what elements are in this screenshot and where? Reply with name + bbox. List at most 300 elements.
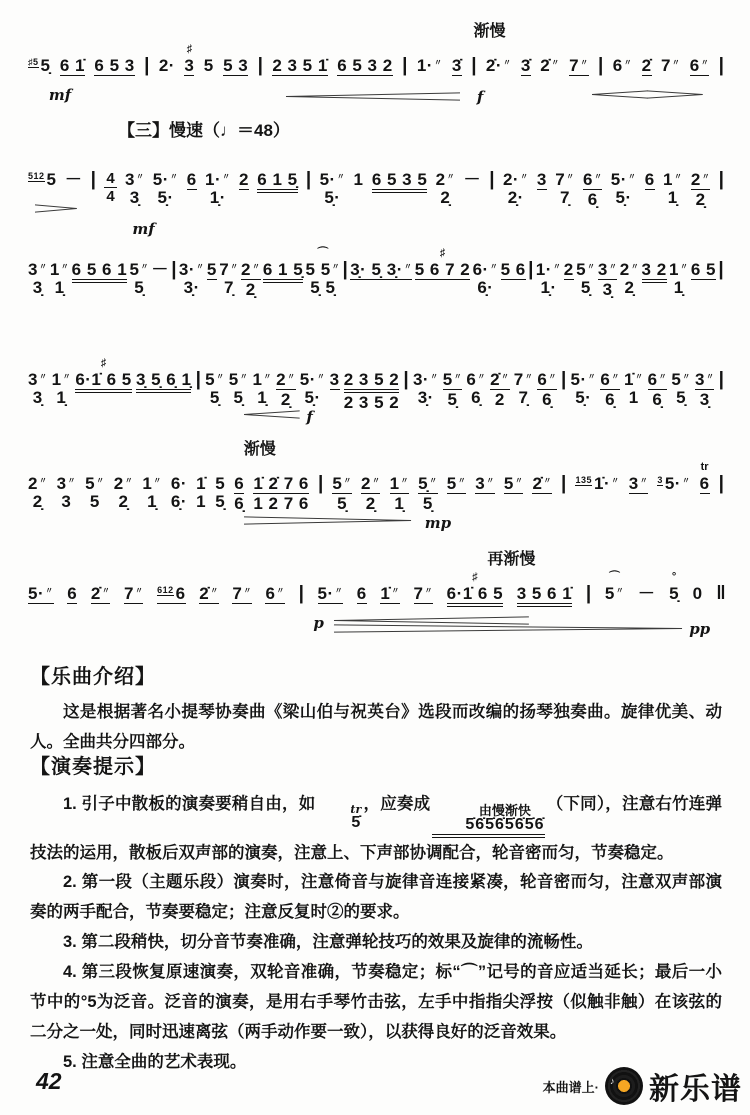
tremolo-mark: 〃 bbox=[287, 372, 296, 381]
intro-paragraph: 这是根据著名小提琴协奏曲《梁山伯与祝英台》选段而改编的扬琴独奏曲。旋律优美、动人。全曲共分四部分。 bbox=[30, 702, 722, 751]
note-upper: 1〃 bbox=[142, 474, 162, 493]
note-token bbox=[555, 158, 574, 207]
notation-row bbox=[28, 462, 724, 513]
note-upper: 5·〃 bbox=[610, 170, 637, 189]
note-upper: 2〃 bbox=[360, 474, 381, 493]
note-token bbox=[357, 572, 367, 604]
note-upper: 5〃 bbox=[604, 584, 625, 603]
note-upper: 6 5 3 5 bbox=[372, 171, 428, 193]
note-lower: 1̣ bbox=[673, 278, 684, 298]
note-annotation: ♯ bbox=[472, 571, 478, 583]
tremolo-mark: 〃 bbox=[457, 476, 467, 485]
note-upper: 5 3 bbox=[223, 56, 249, 75]
barline: | bbox=[585, 583, 592, 604]
note-upper: 5 bbox=[203, 56, 214, 75]
note-token bbox=[28, 44, 50, 74]
note-token bbox=[184, 44, 194, 76]
tremolo-mark: 〃 bbox=[674, 172, 683, 181]
note-upper: 1̇〃 bbox=[380, 584, 400, 603]
note-token bbox=[600, 358, 619, 409]
note-upper: 3̇ bbox=[451, 56, 462, 75]
note-upper: 5〃 bbox=[446, 474, 467, 493]
tempo-change-label: 渐慢 bbox=[243, 441, 276, 458]
tip-1-text-pre: 1. 引子中散板的演奏要稍自由，如 bbox=[63, 794, 316, 813]
note-token bbox=[504, 462, 523, 494]
note-upper: 5〃 bbox=[205, 370, 225, 389]
note-lower: 5̣ bbox=[134, 278, 145, 298]
brand-name: 新乐谱 bbox=[649, 1073, 742, 1106]
tip-4-text-post: 为泛音。泛音的演奏，是用右手琴竹击弦，左手中指指尖浮按（似触非触）在该弦的二分之一处，同时迅速离弦（两手动作要一致），以获得良好的泛音效果。 bbox=[30, 992, 723, 1041]
note-upper: 1̇ bbox=[196, 474, 207, 493]
tremolo-mark: 〃 bbox=[96, 476, 105, 485]
note-upper: 1〃 bbox=[252, 370, 272, 389]
tip-2: 2. 第一段（主题乐段）演奏时，注意倚音与旋律音连接紧凑，轮音密而匀，注意双声部演奏的两手配合，节奏要稳定；注意反复时②的要求。 bbox=[30, 872, 722, 921]
tremolo-mark: 〃 bbox=[701, 172, 711, 181]
note-lower: 1 2 7 6 bbox=[253, 494, 309, 514]
tremolo-mark: 〃 bbox=[503, 58, 512, 67]
score-system-2 bbox=[28, 158, 724, 238]
note-upper: 1 bbox=[353, 170, 364, 189]
dynamic-marking: f bbox=[306, 408, 313, 426]
note-upper: 1〃 bbox=[663, 170, 683, 189]
note-upper: 7〃 bbox=[413, 584, 433, 603]
note-lower: 1̣ bbox=[394, 494, 405, 514]
note-upper: 7〃 bbox=[123, 584, 144, 603]
note-upper: 3〃 bbox=[56, 474, 77, 493]
note-upper: 3〃 bbox=[628, 474, 649, 493]
note-lower: 7̣ bbox=[559, 188, 570, 208]
note-upper: 2· bbox=[158, 56, 175, 75]
note-upper: 2̇〃 bbox=[532, 474, 552, 493]
note-upper: 5·〃 bbox=[570, 370, 597, 389]
tip-3: 3. 第二段稍快，切分音节奏准确，注意弹轮技巧的效果及旋律的流畅性。 bbox=[63, 932, 593, 951]
note-lower: 1 bbox=[628, 388, 639, 408]
tremolo-mark: 〃 bbox=[514, 476, 524, 485]
note-upper: 5〃 bbox=[671, 370, 691, 389]
note-token bbox=[613, 44, 632, 74]
grace-notes: 3 bbox=[657, 475, 663, 485]
tremolo-mark: 〃 bbox=[587, 262, 596, 271]
note-upper: 5̣ bbox=[669, 584, 680, 603]
tip-4 bbox=[30, 957, 722, 1047]
note-upper: 2 3 5 2 bbox=[344, 371, 400, 393]
tremolo-mark: 〃 bbox=[38, 372, 48, 381]
tremolo-mark: 〃 bbox=[611, 476, 620, 485]
grace-notes: ♯5 bbox=[28, 57, 39, 67]
note-upper: 6〃 bbox=[612, 56, 633, 75]
note-token bbox=[207, 248, 217, 280]
note-upper: 6 1 5̣ bbox=[263, 261, 303, 283]
tremolo-mark: 〃 bbox=[623, 58, 633, 67]
note-token bbox=[241, 248, 260, 299]
note-upper: 6 5 6 1 bbox=[72, 261, 128, 283]
barline: | bbox=[298, 583, 304, 604]
note-token bbox=[125, 158, 144, 207]
note-upper: 3〃 bbox=[28, 260, 48, 279]
note-token bbox=[354, 158, 364, 188]
note-upper: 2 3 5 1̇ bbox=[272, 56, 328, 75]
note-upper: 6·1̇ 6 5 bbox=[75, 371, 131, 393]
note-lower: 5̣· bbox=[615, 188, 632, 208]
dynamic-marking: mf bbox=[48, 86, 72, 104]
tremolo-mark: 〃 bbox=[60, 262, 70, 271]
publisher-brand bbox=[543, 1064, 742, 1108]
note-upper: 6〃 bbox=[537, 370, 557, 389]
dynamic-marking: pp bbox=[689, 620, 711, 638]
note-upper: 5〃 bbox=[332, 474, 352, 493]
note-lower: 1 bbox=[196, 492, 207, 512]
note-token bbox=[337, 44, 393, 76]
note-lower: 3̣ bbox=[32, 278, 43, 298]
tremolo-mark: 〃 bbox=[169, 172, 179, 181]
note-token bbox=[232, 572, 251, 604]
tip-1-text-mid: ，应奏成 bbox=[363, 794, 431, 813]
note-upper: 3 2 bbox=[642, 261, 667, 283]
note-upper: 5̣〃 bbox=[418, 474, 438, 493]
tremolo-mark: 〃 bbox=[429, 476, 438, 485]
barline: | bbox=[257, 55, 263, 76]
note-upper: 6 bbox=[699, 474, 710, 493]
tremolo-mark: 〃 bbox=[263, 372, 272, 381]
note-upper: 6 bbox=[234, 474, 245, 493]
note-upper: 2·〃 bbox=[502, 170, 529, 189]
note-token bbox=[537, 158, 547, 190]
tremolo-mark: 〃 bbox=[38, 262, 48, 271]
note-token bbox=[629, 462, 648, 494]
note-upper: 7〃 bbox=[660, 56, 681, 75]
note-token bbox=[700, 462, 710, 494]
note-upper: 1〃 bbox=[669, 260, 689, 279]
note-token bbox=[67, 572, 77, 604]
note-token bbox=[85, 462, 104, 511]
tremolo-mark: 〃 bbox=[580, 58, 589, 67]
note-lower: 6̣ bbox=[542, 390, 553, 410]
note-lower: 2 bbox=[494, 390, 505, 410]
crescendo-hairpin bbox=[244, 410, 300, 419]
score-system-5 bbox=[28, 441, 724, 532]
tremolo-mark: 〃 bbox=[587, 372, 597, 381]
grace-notes: 135 bbox=[575, 475, 592, 485]
tremolo-mark: 〃 bbox=[680, 262, 689, 271]
note-upper: 5·〃 bbox=[152, 170, 179, 189]
note-token bbox=[52, 358, 71, 407]
note-token bbox=[380, 572, 399, 604]
note-token bbox=[252, 358, 271, 407]
note-upper: 2̇〃 bbox=[199, 584, 219, 603]
note-upper: 6· bbox=[170, 474, 188, 493]
note-annotation: ⌒ bbox=[317, 247, 329, 259]
note-upper: 2〃 bbox=[276, 370, 296, 389]
note-token bbox=[265, 572, 284, 604]
tremolo-mark: 〃 bbox=[611, 372, 620, 381]
note-token bbox=[91, 572, 110, 604]
tremolo-mark: 〃 bbox=[681, 476, 691, 485]
vinyl-record-icon bbox=[605, 1067, 643, 1105]
note-lower: 5̣ bbox=[580, 278, 591, 298]
note-token bbox=[414, 572, 433, 604]
barline: | bbox=[402, 55, 408, 76]
credit-text: 本曲谱上· bbox=[542, 1079, 599, 1095]
note-upper: 7〃 bbox=[219, 260, 239, 279]
note-upper: 2̇ bbox=[641, 56, 652, 75]
tremolo-mark: 〃 bbox=[62, 372, 72, 381]
note-token bbox=[447, 572, 503, 607]
note-lower: 1̣ bbox=[147, 492, 158, 512]
note-upper: 1〃 bbox=[389, 474, 410, 493]
note-upper: 7〃 bbox=[569, 56, 589, 75]
note-lower: 5̣ bbox=[676, 388, 687, 408]
note-lower: 5 bbox=[89, 492, 100, 512]
note-lower: 2̣ bbox=[280, 390, 291, 410]
note-upper: 1·〃 bbox=[535, 260, 562, 279]
note-token bbox=[390, 462, 409, 513]
note-token bbox=[575, 462, 619, 492]
note-token bbox=[50, 248, 69, 297]
note-token bbox=[436, 158, 455, 207]
note-upper: 6·1̇ 6 5 bbox=[447, 585, 503, 607]
note-token bbox=[486, 44, 512, 74]
note-token bbox=[276, 358, 295, 409]
note-token bbox=[536, 248, 562, 297]
note-token bbox=[514, 358, 533, 407]
tremolo-mark: 〃 bbox=[615, 586, 625, 595]
note-lower: 5̣ bbox=[233, 388, 244, 408]
barline: | bbox=[195, 369, 201, 390]
note-token bbox=[537, 358, 556, 409]
note-annotation: ⌒ bbox=[609, 571, 621, 583]
note-upper: 0 bbox=[692, 584, 703, 603]
tremolo-mark: 〃 bbox=[45, 586, 54, 595]
note-upper: 2 bbox=[563, 260, 574, 279]
tremolo-mark: 〃 bbox=[210, 586, 219, 595]
notation-row bbox=[28, 248, 724, 299]
note-upper: － bbox=[463, 170, 481, 189]
note-token bbox=[28, 158, 57, 188]
note-token bbox=[94, 44, 134, 76]
diminuendo-hairpin bbox=[334, 624, 682, 633]
note-lower: 5̣· bbox=[304, 388, 321, 408]
note-token bbox=[372, 158, 428, 193]
dynamic-marking: mf bbox=[132, 220, 155, 238]
note-upper: 2̇〃 bbox=[540, 56, 560, 75]
notation-row bbox=[28, 44, 724, 77]
note-upper: 3̇ bbox=[520, 56, 531, 75]
note-token bbox=[415, 248, 471, 280]
note-token bbox=[642, 248, 667, 283]
note-token bbox=[199, 572, 218, 604]
final-barline: ‖ bbox=[716, 583, 724, 604]
tremolo-mark: 〃 bbox=[566, 172, 575, 181]
note-upper: 3̣· 5̣ 3̣·〃 bbox=[350, 260, 413, 279]
note-lower: 5̣ bbox=[337, 494, 348, 514]
diminuendo-hairpin bbox=[244, 516, 411, 525]
note-upper: 1̇〃 bbox=[624, 370, 644, 389]
note-upper: 6〃 bbox=[582, 170, 603, 189]
note-upper: 5〃 bbox=[85, 474, 105, 493]
note-token bbox=[645, 158, 655, 190]
note-token bbox=[171, 462, 187, 511]
note-token bbox=[669, 572, 679, 602]
note-lower: 2̣ bbox=[624, 278, 635, 298]
note-token bbox=[452, 44, 462, 76]
barline: | bbox=[718, 55, 724, 76]
diminuendo-hairpin bbox=[35, 204, 77, 213]
tip-4-text-pre: 4. 第三段恢复原速演奏，双轮音准确，节奏稳定；标“⌒”记号的音应适当延长；最后一小节中的 bbox=[30, 962, 722, 1011]
note-token bbox=[571, 358, 597, 407]
diminuendo-hairpin bbox=[647, 90, 703, 99]
note-upper: $^3$ 5·〃 bbox=[657, 474, 691, 493]
note-lower: 1̣· bbox=[540, 278, 557, 298]
note-upper: 7〃 bbox=[555, 170, 575, 189]
note-annotation: ° bbox=[671, 571, 677, 583]
note-lower: 5̣· bbox=[575, 388, 592, 408]
note-upper: 3 bbox=[329, 370, 340, 389]
note-upper: 3 5 6 1̇ bbox=[517, 585, 573, 607]
note-token bbox=[239, 158, 249, 190]
tsd: 4 bbox=[106, 188, 115, 205]
note-upper: 5 6 7 2 bbox=[414, 260, 471, 279]
note-lower: 6̣· bbox=[170, 492, 188, 512]
note-token bbox=[663, 158, 682, 207]
note-token bbox=[28, 358, 47, 407]
tremolo-mark: 〃 bbox=[336, 172, 346, 181]
note-token bbox=[691, 248, 716, 280]
note-annotation: ♯ bbox=[100, 357, 107, 369]
note-token bbox=[598, 248, 617, 299]
tremolo-mark: 〃 bbox=[634, 372, 644, 381]
note-upper: 5·〃 bbox=[28, 584, 54, 603]
note-lower: 2̣· bbox=[507, 188, 524, 208]
dynamic-marking: f bbox=[476, 88, 484, 106]
crescendo-hairpin bbox=[286, 92, 460, 101]
note-upper: 3 bbox=[184, 56, 195, 75]
time-signature bbox=[104, 171, 116, 204]
tremolo-mark: 〃 bbox=[252, 262, 261, 271]
notation-row bbox=[28, 358, 724, 412]
note-lower: 6̣ bbox=[652, 390, 663, 410]
note-token bbox=[648, 358, 667, 409]
note-lower: 1̣ bbox=[56, 388, 67, 408]
note-lower: 5̣ bbox=[209, 388, 220, 408]
note-lower: 3̣ bbox=[32, 388, 43, 408]
note-upper: 3〃 bbox=[597, 260, 618, 279]
note-token bbox=[219, 248, 238, 297]
note-upper: 2〃 bbox=[435, 170, 456, 189]
note-token bbox=[187, 158, 197, 190]
intro-heading: 【乐曲介绍】 bbox=[30, 666, 156, 688]
tremolo-mark: 〃 bbox=[682, 372, 691, 381]
note-upper: 5·〃 bbox=[319, 170, 346, 189]
tremolo-mark: 〃 bbox=[430, 372, 439, 381]
note-upper: 1̇ 2̇ 7 6 bbox=[253, 474, 309, 493]
note-token bbox=[413, 358, 439, 407]
note-annotation bbox=[41, 158, 44, 171]
note-upper: 5 bbox=[206, 260, 217, 279]
note-lower: 1̣ bbox=[667, 188, 678, 208]
note-token bbox=[229, 358, 248, 407]
note-lower: 3̣ bbox=[129, 188, 140, 208]
barline: | bbox=[718, 473, 724, 494]
note-lower: 7̣ bbox=[223, 278, 234, 298]
note-token bbox=[142, 462, 161, 511]
tremolo-mark: 〃 bbox=[343, 476, 352, 485]
accelerando-group bbox=[432, 804, 544, 838]
notation-row bbox=[28, 572, 724, 607]
note-upper: 5〃 bbox=[442, 370, 463, 389]
barline: | bbox=[598, 55, 604, 76]
note-upper: 6 bbox=[356, 584, 367, 603]
note-lower: 1̣ bbox=[257, 388, 268, 408]
note-upper: 3̣ 5̣ 6̣ 1̣ bbox=[136, 371, 192, 393]
note-lower: 2̣ bbox=[695, 190, 706, 210]
tremolo-mark: 〃 bbox=[243, 586, 252, 595]
note-token bbox=[223, 44, 248, 76]
note-lower: 2̣ bbox=[245, 280, 256, 300]
note-token bbox=[159, 44, 175, 74]
note-token bbox=[330, 358, 340, 390]
tremolo-mark: 〃 bbox=[446, 172, 456, 181]
note-token bbox=[517, 572, 573, 607]
note-lower: 5̣· bbox=[157, 188, 174, 208]
note-lower: 6̣ bbox=[471, 388, 482, 408]
tremolo-mark: 〃 bbox=[639, 476, 649, 485]
tremolo-mark: 〃 bbox=[453, 372, 463, 381]
barline: | bbox=[718, 369, 724, 390]
score-system-3 bbox=[28, 248, 724, 299]
note-lower: 6̣ bbox=[605, 390, 616, 410]
note-token bbox=[463, 158, 481, 188]
note-token bbox=[475, 462, 494, 494]
note-token bbox=[695, 358, 714, 409]
tremolo-mark: 〃 bbox=[524, 372, 534, 381]
note-token bbox=[114, 462, 133, 511]
grace-notes: 612 bbox=[157, 585, 174, 595]
note-lower: 3̣· bbox=[417, 388, 434, 408]
accelerando-notes: 5̇6̇5̇6̇5̇6̇5̇6̇ bbox=[432, 817, 544, 838]
note-lower: 2̣ bbox=[118, 492, 129, 512]
note-token bbox=[620, 248, 639, 297]
note-lower: 5̣ bbox=[422, 494, 433, 514]
tremolo-mark: 〃 bbox=[700, 58, 710, 67]
note-token bbox=[272, 44, 328, 76]
note-token bbox=[234, 462, 244, 513]
note-token bbox=[65, 158, 83, 188]
barline: | bbox=[403, 369, 409, 390]
note-lower: 3̣· bbox=[183, 278, 200, 298]
tremolo-mark: 〃 bbox=[658, 372, 668, 381]
note-upper: 3·〃 bbox=[178, 260, 205, 279]
note-token bbox=[611, 158, 637, 207]
barline: | bbox=[528, 259, 534, 280]
note-lower: 3 bbox=[61, 492, 72, 512]
note-token bbox=[75, 358, 131, 393]
note-upper: 3 bbox=[536, 170, 547, 189]
note-token bbox=[153, 158, 179, 207]
note-annotation: tr bbox=[700, 461, 709, 473]
tip-1-text-post: （下同），注意右竹连弹技法的运用，散板后双声部的演奏，注意上、下声部协调配合，轮音密而匀，节奏稳定。 bbox=[30, 794, 723, 862]
barline: | bbox=[317, 473, 324, 494]
tips-heading: 【演奏提示】 bbox=[30, 756, 156, 778]
note-token bbox=[124, 572, 143, 604]
note-upper: 5〃 bbox=[576, 260, 596, 279]
tremolo-mark: 〃 bbox=[433, 58, 443, 67]
note-upper: 6〃 bbox=[466, 370, 486, 389]
note-upper: 2〃 bbox=[241, 260, 261, 279]
note-upper: 2〃 bbox=[690, 170, 711, 189]
note-token bbox=[136, 358, 192, 393]
note-upper: 1〃 bbox=[51, 370, 72, 389]
barline: | bbox=[305, 169, 312, 190]
